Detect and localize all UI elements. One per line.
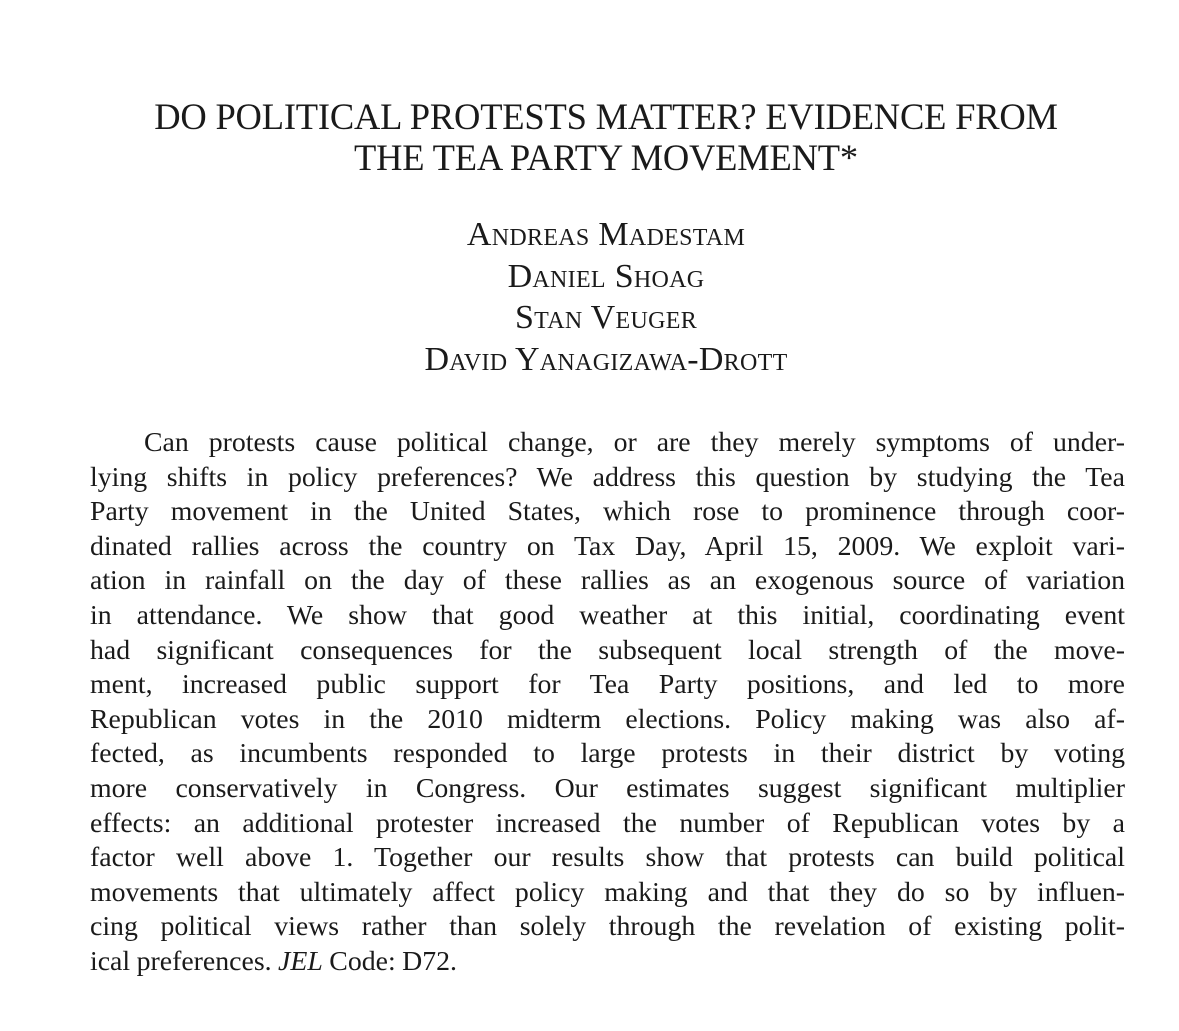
abstract-last-line xyxy=(90,945,1125,980)
abstract-line-text: ical preferences. xyxy=(90,945,279,977)
abstract-line: factor well above 1. Together our results show that protests can build political xyxy=(90,842,1125,874)
abstract-line: cing political views rather than solely through the revelation of existing polit- xyxy=(90,911,1125,943)
abstract-line: lying shifts in policy preferences? We address this question by studying the Tea xyxy=(90,461,1125,493)
paper-title xyxy=(0,96,1179,178)
title-line-1: DO POLITICAL PROTESTS MATTER? EVIDENCE FROM xyxy=(154,96,1058,137)
abstract-line: fected, as incumbents responded to large protests in their district by voting xyxy=(90,738,1125,770)
jel-code: Code: D72. xyxy=(322,945,457,977)
author-name: Stan Veuger xyxy=(514,299,698,336)
abstract-line: dinated rallies across the country on Tax Day, April 15, 2009. We exploit vari- xyxy=(90,530,1125,562)
abstract xyxy=(90,426,1125,980)
abstract-line: in attendance. We show that good weather at this initial, coordinating event xyxy=(90,599,1125,631)
abstract-line: had significant consequences for the subsequent local strength of the move- xyxy=(90,634,1125,666)
abstract-line: effects: an additional protester increased the number of Republican votes by a xyxy=(90,807,1125,839)
author-name: David Yanagizawa-Drott xyxy=(424,340,788,378)
author-list xyxy=(0,214,1179,380)
abstract-line: ment, increased public support for Tea Party positions, and led to more xyxy=(90,669,1125,701)
author-name: Daniel Shoag xyxy=(507,257,705,295)
abstract-line: Can protests cause political change, or are they merely symptoms of under- xyxy=(144,427,1125,458)
abstract-line: more conservatively in Congress. Our estimates suggest significant multiplier xyxy=(90,772,1125,804)
abstract-line: Republican votes in the 2010 midterm elections. Policy making was also af- xyxy=(90,703,1125,735)
title-line-2: THE TEA PARTY MOVEMENT* xyxy=(354,137,858,178)
abstract-line: Party movement in the United States, which rose to prominence through coor- xyxy=(90,496,1125,528)
abstract-line: ation in rainfall on the day of these rallies as an exogenous source of variation xyxy=(90,565,1125,597)
jel-label: JEL xyxy=(278,945,323,977)
abstract-line: movements that ultimately affect policy making and that they do so by influen- xyxy=(90,876,1125,908)
author-name: Andreas Madestam xyxy=(466,216,746,253)
